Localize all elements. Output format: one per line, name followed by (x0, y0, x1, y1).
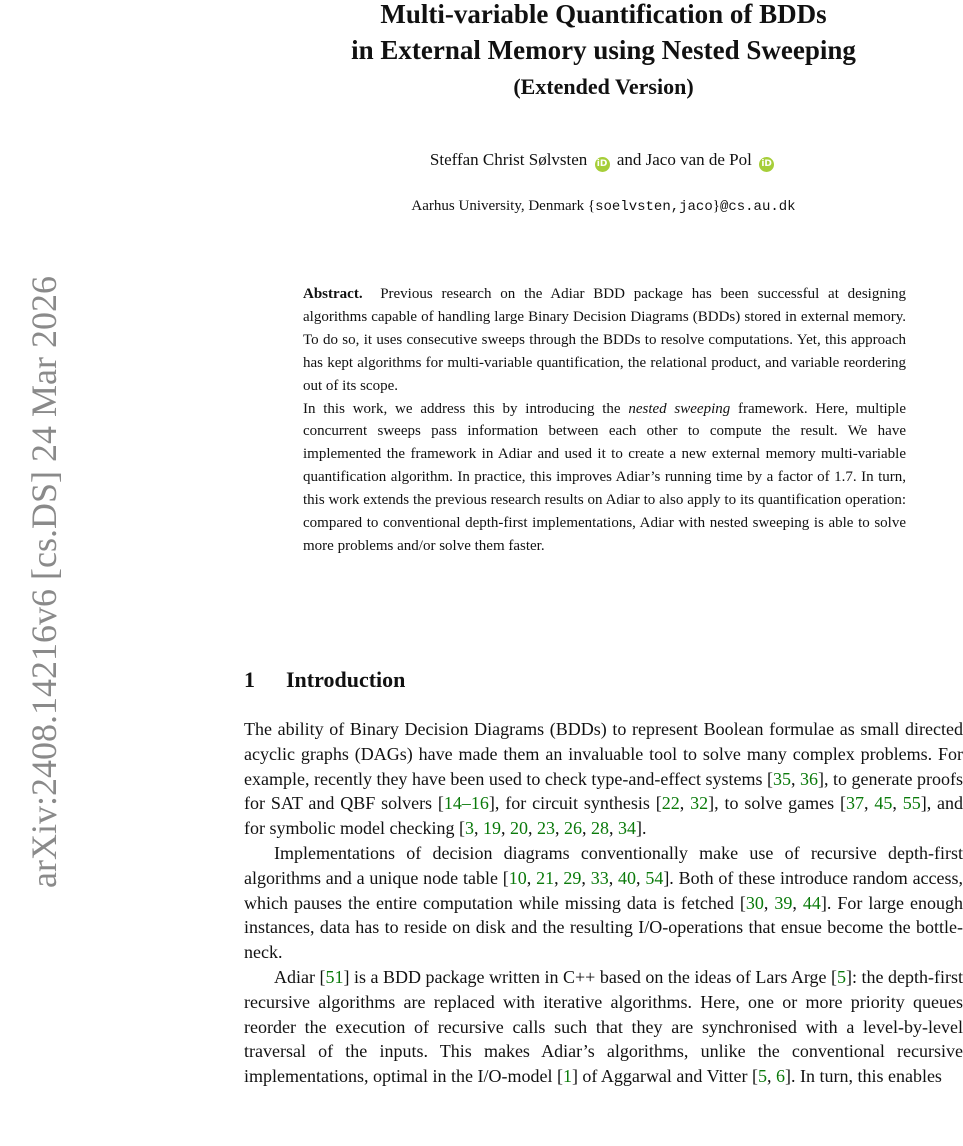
text: , (500, 818, 510, 839)
citation-link[interactable]: 21 (536, 867, 555, 888)
citation-link[interactable]: 36 (800, 768, 819, 789)
author-list (244, 150, 963, 172)
citation-link[interactable]: 39 (774, 892, 793, 913)
citation-link[interactable]: 29 (563, 867, 582, 888)
text: , (527, 818, 537, 839)
text: , (608, 867, 618, 888)
text: , (526, 867, 537, 888)
citation-link[interactable]: 20 (509, 818, 528, 839)
text: ] of Aggarwal and Vitter [ (571, 1066, 758, 1087)
text: , (791, 768, 801, 789)
citation-link[interactable]: 34 (617, 818, 636, 839)
section-heading (244, 667, 405, 693)
citation-link[interactable]: 40 (618, 867, 636, 888)
abstract-text-1: Previous research on the Adiar BDD package has been successful at designing algorithms capable of handling large Binary Decision Diagrams (BDDs) stored in external memory. To do so, it uses consecutive sweeps through the BDDs to resolve computations. Yet, this approach has kept algorithms for multi-variable quantification, the relational product, and variable reordering out of its scope. (303, 286, 907, 394)
text: ], to solve games [ (708, 793, 846, 814)
text: Implementations of decision diagrams conventionally make use of recursive depth-first algorithms and a unique node table [ (244, 842, 963, 888)
paper-title-line-2: in External Memory using Nested Sweeping (351, 35, 856, 65)
citation-link[interactable]: 55 (902, 793, 921, 814)
intro-paragraph-1 (244, 717, 963, 841)
citation-link[interactable]: 37 (845, 793, 864, 814)
affiliation (244, 198, 963, 215)
email-close-brace: } (712, 198, 720, 214)
abstract-paragraph-1 (303, 283, 906, 398)
affiliation-institution: Aarhus University, Denmark (411, 198, 585, 214)
orcid-icon[interactable]: iD (595, 157, 610, 172)
citation-link[interactable]: 5 (757, 1066, 767, 1087)
email-open-brace: { (587, 198, 596, 214)
text: , (892, 793, 903, 814)
text: The ability of Binary Decision Diagrams (BDDs) to represent Boolean formulae as small directed acyclic graphs (DAGs) have made them an invaluable tool to solve many complex problems. For example, recently they have been used to check type-and-effect systems [ (244, 719, 963, 789)
text: ]. In turn, this enables (784, 1066, 942, 1087)
text: , (763, 892, 775, 913)
text: ] is a BDD package written in C++ based on the ideas of Lars Arge [ (343, 966, 838, 987)
text: , (636, 867, 646, 888)
text: , (554, 818, 564, 839)
text: ], and for symbolic model checking [ (244, 793, 963, 839)
text: ], to generate proofs for SAT and QBF solvers [ (244, 768, 963, 814)
text: ]. (635, 818, 647, 839)
text: ]. For large enough instances, data has to reside on disk and the resulting I/O-operations that ensue become the bottle-neck. (244, 892, 963, 963)
paper-subtitle: (Extended Version) (513, 74, 694, 99)
text: , (473, 818, 483, 839)
text: , (581, 867, 591, 888)
abstract-emphasis: nested sweeping (628, 400, 731, 417)
citation-link[interactable]: 33 (590, 867, 609, 888)
abstract-text-2b: framework. Here, multiple concurrent sweeps pass information between each other to compute the result. We have implemented the framework in Adiar and used it to create a new external memory multi-variable quantification algorithm. In practice, this improves Adiar’s running time by a factor of 1.7. In turn, this work extends the previous research results on Adiar to also apply to its quantification operation: compared to conventional depth-first implementations, Adiar with nested sweeping is able to solve more problems and/or solve them faster. (303, 400, 907, 554)
text: Adiar [ (274, 966, 326, 987)
abstract-label: Abstract. (303, 286, 363, 302)
email-users: soelvsten,jaco (595, 199, 713, 215)
text: ]. Both of these introduce random access, which pauses the entire computation while missing data is fetched [ (244, 867, 963, 913)
text: , (581, 818, 591, 839)
citation-link[interactable]: 3 (464, 818, 474, 839)
intro-paragraph-3 (244, 965, 963, 1089)
citation-link[interactable]: 32 (690, 793, 709, 814)
citation-link[interactable]: 54 (645, 867, 664, 888)
author-conjunction: and (616, 150, 642, 169)
text: , (766, 1066, 776, 1087)
section-title: Introduction (286, 667, 406, 692)
section-number: 1 (244, 667, 255, 692)
citation-link[interactable]: 51 (325, 966, 344, 987)
text: ], for circuit synthesis [ (488, 793, 662, 814)
text: , (792, 892, 803, 913)
citation-link[interactable]: 1 (562, 1066, 572, 1087)
text: , (679, 793, 691, 814)
citation-link[interactable]: 44 (802, 892, 821, 913)
email-domain: @cs.au.dk (719, 199, 796, 215)
citation-link[interactable]: 30 (745, 892, 764, 913)
citation-link[interactable]: 5 (837, 966, 847, 987)
citation-link[interactable]: 10 (508, 867, 527, 888)
citation-link[interactable]: 14–16 (443, 793, 489, 814)
arxiv-identifier-stamp[interactable]: arXiv:2408.14216v6 [cs.DS] 24 Mar 2026 (24, 276, 64, 888)
paper-title-line-1: Multi-variable Quantification of BDDs (380, 0, 827, 29)
citation-link[interactable]: 22 (661, 793, 680, 814)
abstract-paragraph-2 (303, 398, 906, 558)
citation-link[interactable]: 45 (874, 793, 893, 814)
text: ]: the depth-first recursive algorithms are replaced with iterative algorithms. Here, one or more priority queues reorder the execution of recursive calls such that they are synchronised with a level-by-level traversal of the inputs. This makes Adiar’s algorithms, unlike the conventional recursive implementations, optimal in the I/O-model [ (244, 966, 963, 1087)
citation-link[interactable]: 6 (775, 1066, 785, 1087)
intro-paragraph-2 (244, 841, 963, 965)
citation-link[interactable]: 26 (563, 818, 582, 839)
orcid-icon[interactable]: iD (759, 157, 774, 172)
author-1-name: Steffan Christ Sølvsten (429, 150, 588, 169)
abstract-text-2a: In this work, we address this by introducing the (303, 400, 621, 417)
text: , (554, 867, 564, 888)
text: , (863, 793, 875, 814)
citation-link[interactable]: 19 (482, 818, 501, 839)
citation-link[interactable]: 35 (773, 768, 792, 789)
introduction-body (244, 717, 963, 1089)
abstract (303, 283, 906, 558)
citation-link[interactable]: 28 (590, 818, 609, 839)
author-2-name: Jaco van de Pol (645, 150, 752, 169)
text: , (608, 818, 618, 839)
citation-link[interactable]: 23 (536, 818, 555, 839)
